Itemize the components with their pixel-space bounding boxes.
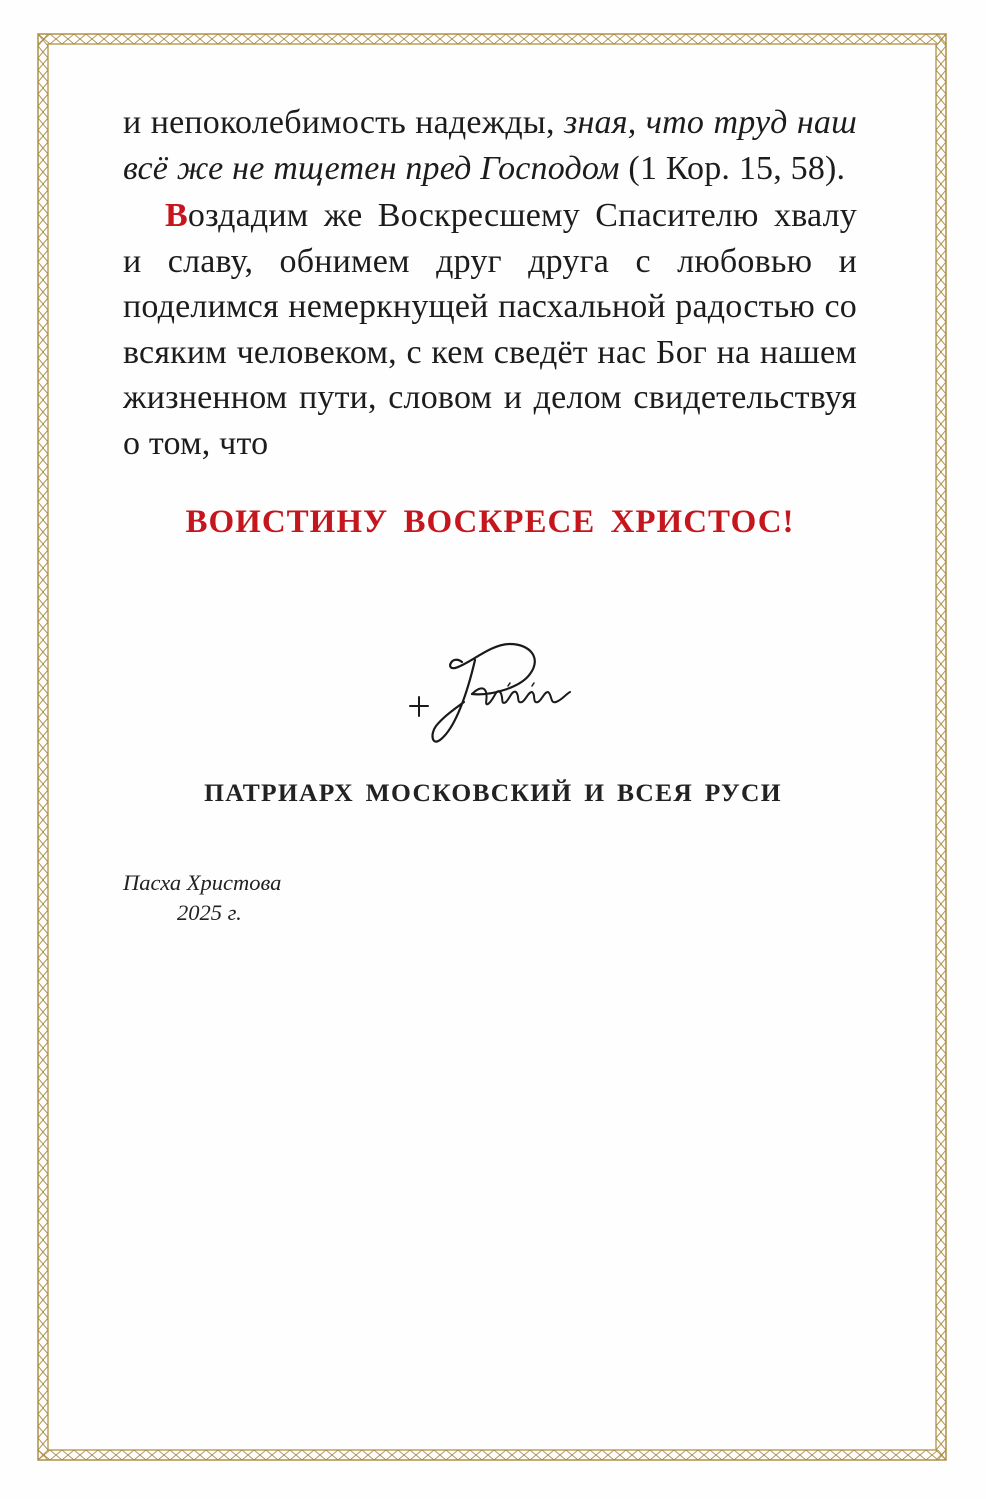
dateline <box>123 868 281 928</box>
exhortation-text: оздадим же Воскресшему Спасителю хвалу и славу, обнимем друг друга с любовью и поделимся немеркнущей пасхальной радостью со всяким человеком, с кем сведёт нас Бог на нашем жизненном пути, словом и делом свидетельствуя о том, что <box>123 197 857 462</box>
patriarch-signature <box>400 630 590 750</box>
dateline-occasion: Пасха Христова <box>123 870 282 895</box>
signer-title: ПАТРИАРХ МОСКОВСКИЙ И ВСЕЯ РУСИ <box>204 778 782 807</box>
handwritten-signature <box>400 630 590 750</box>
paragraph-closing-text <box>123 100 857 191</box>
paragraph-exhortation <box>123 193 857 466</box>
dateline-year: 2025 г. <box>177 900 242 925</box>
scripture-reference: (1 Кор. 15, 58). <box>619 149 846 187</box>
paragraph-start-text: и непоколебимость надежды, <box>123 104 564 141</box>
easter-proclamation: ВОИСТИНУ ВОСКРЕСЕ ХРИСТОС! <box>185 504 795 540</box>
letter-body <box>123 100 857 541</box>
initial-letter: В <box>165 197 188 234</box>
scripture-quote: зная, что труд наш всё же не тщетен пред Господом <box>123 104 857 187</box>
